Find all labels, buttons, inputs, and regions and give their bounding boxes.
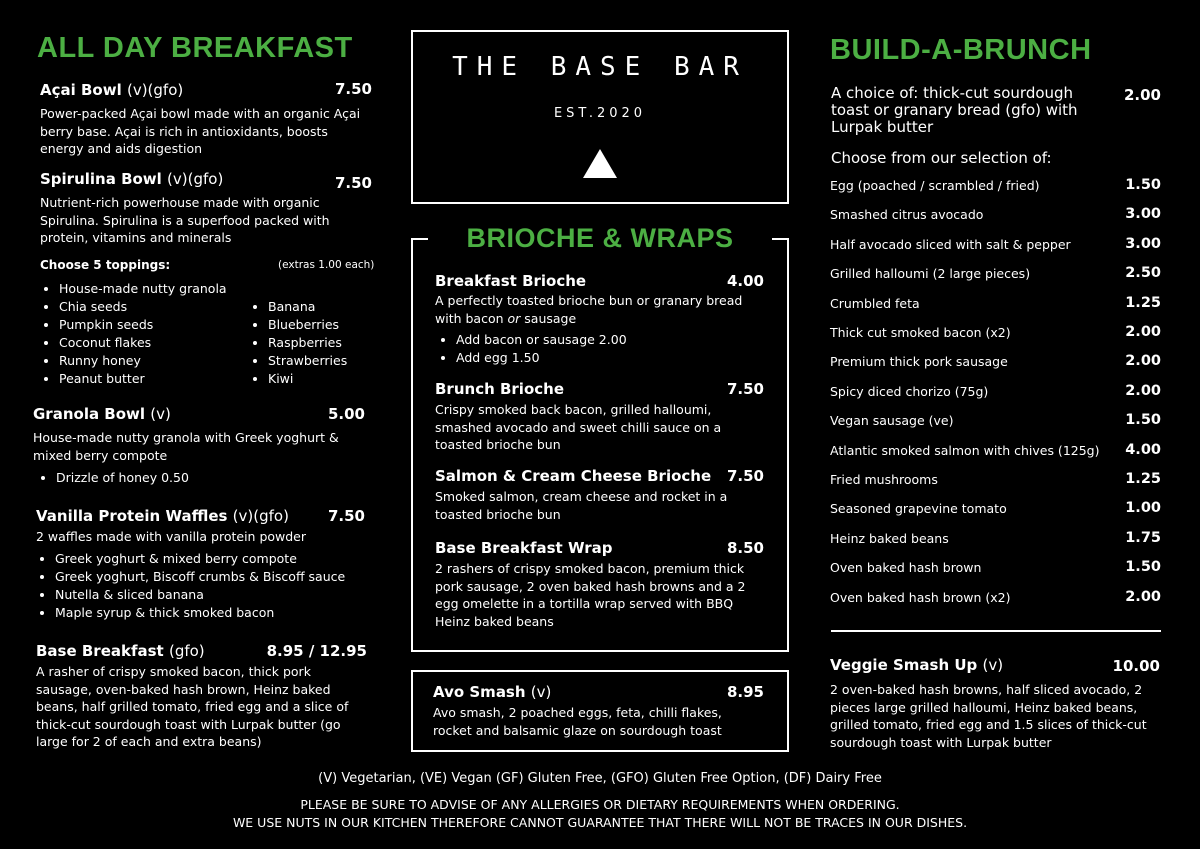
granola-bowl-tag: (v) bbox=[150, 405, 171, 423]
acai-bowl-price: 7.50 bbox=[334, 80, 372, 98]
brunch-option-row bbox=[830, 472, 1161, 492]
brunch-option-price: 2.00 bbox=[1125, 589, 1161, 605]
brunch-option-price: 4.00 bbox=[1125, 442, 1161, 458]
list-item: • Raspberries bbox=[268, 334, 388, 352]
base-breakfast-name bbox=[36, 642, 205, 660]
box-left-border bbox=[411, 238, 413, 650]
brunch-option-row bbox=[830, 384, 1161, 404]
brunch-option-price: 1.50 bbox=[1125, 177, 1161, 193]
brand-est: EST.2020 bbox=[553, 106, 647, 121]
brunch-option-label: Seasoned grapevine tomato bbox=[830, 501, 1007, 516]
brand-box bbox=[411, 30, 789, 204]
list-item: • House-made nutty granola bbox=[59, 280, 279, 298]
list-item: • Coconut flakes bbox=[59, 334, 279, 352]
brioche-wraps-title: BRIOCHE & WRAPS bbox=[466, 223, 734, 253]
brunch-option-price: 1.50 bbox=[1125, 559, 1161, 575]
divider bbox=[831, 630, 1161, 632]
acai-bowl-name bbox=[40, 81, 183, 99]
waffles-options bbox=[38, 550, 390, 622]
list-item: • Add bacon or sausage 2.00 bbox=[456, 331, 766, 349]
brunch-option-label: Fried mushrooms bbox=[830, 472, 938, 487]
brunch-option-label: Spicy diced chorizo (75g) bbox=[830, 384, 989, 399]
veggie-smash-label: Veggie Smash Up bbox=[830, 656, 978, 674]
base-breakfast-tag: (gfo) bbox=[168, 642, 205, 660]
brunch-option-label: Heinz baked beans bbox=[830, 531, 949, 546]
salmon-brioche-name: Salmon & Cream Cheese Brioche bbox=[435, 467, 712, 485]
brunch-option-price: 1.25 bbox=[1125, 471, 1161, 487]
brunch-option-price: 1.00 bbox=[1125, 500, 1161, 516]
allergy-note-1: PLEASE BE SURE TO ADVISE OF ANY ALLERGIES OR DIETARY REQUIREMENTS WHEN ORDERING. bbox=[300, 797, 900, 812]
waffles-price: 7.50 bbox=[327, 507, 365, 525]
brunch-option-label: Crumbled feta bbox=[830, 296, 920, 311]
brunch-choose: Choose from our selection of: bbox=[831, 149, 1052, 167]
brunch-brioche-name: Brunch Brioche bbox=[435, 380, 565, 398]
toppings-list-2 bbox=[251, 298, 388, 388]
brunch-option-row bbox=[830, 237, 1161, 257]
allergy-note-2: WE USE NUTS IN OUR KITCHEN THEREFORE CANNOT GUARANTEE THAT THERE WILL NOT BE TRACES IN OUR DISHES. bbox=[232, 815, 968, 830]
desc-or: or bbox=[507, 310, 521, 326]
box-right-border bbox=[787, 238, 789, 650]
list-item: • Chia seeds bbox=[59, 298, 279, 316]
base-breakfast-price: 8.95 / 12.95 bbox=[266, 642, 367, 660]
brunch-option-row bbox=[830, 531, 1161, 551]
list-item: • Banana bbox=[268, 298, 388, 316]
avo-smash-price: 8.95 bbox=[726, 683, 764, 701]
triangle-logo-icon bbox=[583, 149, 617, 178]
brunch-option-price: 1.25 bbox=[1125, 295, 1161, 311]
salmon-brioche-price: 7.50 bbox=[726, 467, 764, 485]
brunch-option-price: 3.00 bbox=[1125, 236, 1161, 252]
brunch-option-row bbox=[830, 560, 1161, 580]
brunch-option-label: Egg (poached / scrambled / fried) bbox=[830, 178, 1040, 193]
brunch-intro-price: 2.00 bbox=[1123, 86, 1161, 104]
brunch-intro: A choice of: thick-cut sourdough toast or granary bread (gfo) with Lurpak butter bbox=[831, 84, 1078, 136]
brunch-option-row bbox=[830, 501, 1161, 521]
spirulina-bowl-price: 7.50 bbox=[334, 174, 372, 192]
all-day-breakfast-title: ALL DAY BREAKFAST bbox=[37, 32, 353, 64]
brunch-brioche-price: 7.50 bbox=[726, 380, 764, 398]
box-bottom-border bbox=[411, 650, 789, 652]
spirulina-bowl-tag: (v)(gfo) bbox=[167, 170, 224, 188]
desc-part: sausage bbox=[520, 310, 577, 326]
spirulina-bowl-desc: Nutrient-rich powerhouse made with organic Spirulina. Spirulina is a superfood packed with protein, vitamins and minerals bbox=[40, 195, 330, 245]
toppings-list-1 bbox=[42, 280, 279, 388]
granola-extras bbox=[39, 469, 356, 487]
brunch-option-row bbox=[830, 413, 1161, 433]
breakfast-wrap-name: Base Breakfast Wrap bbox=[435, 539, 613, 557]
brunch-option-row bbox=[830, 296, 1161, 316]
acai-bowl-desc: Power-packed Açai bowl made with an organic Açai berry base. Açai is rich in antioxidants, boosts energy and aids digestion bbox=[40, 106, 361, 156]
avo-smash-name bbox=[433, 683, 551, 701]
brunch-option-row bbox=[830, 590, 1161, 610]
granola-bowl-desc: House-made nutty granola with Greek yoghurt & mixed berry compote bbox=[33, 430, 339, 463]
desc-part: A perfectly toasted brioche bun or granary bread with bacon bbox=[435, 293, 743, 326]
brunch-option-label: Smashed citrus avocado bbox=[830, 207, 984, 222]
granola-bowl-price: 5.00 bbox=[327, 405, 365, 423]
list-item: • Nutella & sliced banana bbox=[55, 586, 390, 604]
brunch-option-row bbox=[830, 443, 1161, 463]
avo-smash-tag: (v) bbox=[530, 683, 552, 701]
brand-name: THE BASE BAR bbox=[452, 52, 748, 82]
list-item: • Strawberries bbox=[268, 352, 388, 370]
list-item: • Add egg 1.50 bbox=[456, 349, 766, 367]
list-item: • Kiwi bbox=[268, 370, 388, 388]
granola-bowl-name bbox=[33, 405, 171, 423]
list-item: • Peanut butter bbox=[59, 370, 279, 388]
brunch-option-label: Vegan sausage (ve) bbox=[830, 413, 954, 428]
brunch-option-row bbox=[830, 354, 1161, 374]
brunch-option-label: Oven baked hash brown (x2) bbox=[830, 590, 1011, 605]
build-a-brunch-title: BUILD-A-BRUNCH bbox=[830, 34, 1092, 66]
breakfast-wrap-price: 8.50 bbox=[726, 539, 764, 557]
brunch-option-label: Atlantic smoked salmon with chives (125g) bbox=[830, 443, 1100, 458]
list-item: • Greek yoghurt, Biscoff crumbs & Biscoff sauce bbox=[55, 568, 390, 586]
veggie-smash-tag: (v) bbox=[982, 656, 1004, 674]
brunch-option-label: Oven baked hash brown bbox=[830, 560, 982, 575]
veggie-smash-name bbox=[830, 656, 1003, 674]
breakfast-wrap-desc: 2 rashers of crispy smoked bacon, premium thick pork sausage, 2 oven baked hash browns and a 2 egg omelette in a tortilla wrap served with BBQ Heinz baked beans bbox=[435, 561, 746, 629]
brunch-option-row bbox=[830, 207, 1161, 227]
brunch-option-price: 2.00 bbox=[1125, 353, 1161, 369]
acai-bowl-tag: (v)(gfo) bbox=[126, 81, 184, 99]
list-item: • Drizzle of honey 0.50 bbox=[56, 469, 356, 487]
granola-bowl-label: Granola Bowl bbox=[33, 405, 146, 423]
acai-bowl-label: Açai Bowl bbox=[40, 81, 122, 99]
list-item: • Runny honey bbox=[59, 352, 279, 370]
breakfast-brioche-desc bbox=[435, 292, 755, 327]
list-item: • Pumpkin seeds bbox=[59, 316, 279, 334]
brunch-option-price: 2.00 bbox=[1125, 383, 1161, 399]
breakfast-brioche-extras bbox=[439, 331, 766, 367]
veggie-smash-desc: 2 oven-baked hash browns, half sliced avocado, 2 pieces large grilled halloumi, Heinz baked beans, grilled tomato, fried egg and 1.5 slices of thick-cut sourdough toast with Lurpak butter bbox=[830, 682, 1147, 750]
salmon-brioche-desc: Smoked salmon, cream cheese and rocket in a toasted brioche bun bbox=[435, 489, 728, 522]
diet-key: (V) Vegetarian, (VE) Vegan (GF) Gluten Free, (GFO) Gluten Free Option, (DF) Dairy Free bbox=[318, 771, 882, 786]
base-breakfast-desc: A rasher of crispy smoked bacon, thick pork sausage, oven-baked hash brown, Heinz baked beans, half grilled tomato, fried egg and a slice of thick-cut sourdough toast with Lurpak butter (go large for 2 of each and extra beans) bbox=[36, 664, 349, 749]
veggie-smash-price: 10.00 bbox=[1112, 657, 1160, 675]
list-item: • Blueberries bbox=[268, 316, 388, 334]
waffles-name bbox=[36, 507, 289, 525]
toppings-extras: (extras 1.00 each) bbox=[278, 259, 375, 271]
base-breakfast-label: Base Breakfast bbox=[36, 642, 164, 660]
spirulina-bowl-label: Spirulina Bowl bbox=[40, 170, 162, 188]
brunch-option-label: Grilled halloumi (2 large pieces) bbox=[830, 266, 1031, 281]
avo-smash-label: Avo Smash bbox=[433, 683, 526, 701]
brunch-option-price: 1.50 bbox=[1125, 412, 1161, 428]
brunch-option-price: 2.00 bbox=[1125, 324, 1161, 340]
list-item: • Greek yoghurt & mixed berry compote bbox=[55, 550, 390, 568]
brunch-option-row bbox=[830, 266, 1161, 286]
waffles-tag: (v)(gfo) bbox=[232, 507, 289, 525]
brunch-option-label: Half avocado sliced with salt & pepper bbox=[830, 237, 1071, 252]
toppings-heading: Choose 5 toppings: bbox=[40, 258, 171, 272]
avo-smash-desc: Avo smash, 2 poached eggs, feta, chilli flakes, rocket and balsamic glaze on sourdough toast bbox=[433, 705, 722, 738]
brunch-brioche-desc: Crispy smoked back bacon, grilled halloumi, smashed avocado and sweet chilli sauce on a toasted brioche bun bbox=[435, 402, 722, 452]
list-item: • Maple syrup & thick smoked bacon bbox=[55, 604, 390, 622]
brunch-option-row bbox=[830, 325, 1161, 345]
waffles-desc: 2 waffles made with vanilla protein powder bbox=[36, 529, 307, 544]
breakfast-brioche-name: Breakfast Brioche bbox=[435, 272, 587, 290]
brunch-option-label: Premium thick pork sausage bbox=[830, 354, 1008, 369]
spirulina-bowl-name bbox=[40, 170, 223, 188]
brunch-option-price: 3.00 bbox=[1125, 206, 1161, 222]
brunch-option-row bbox=[830, 178, 1161, 198]
brunch-option-label: Thick cut smoked bacon (x2) bbox=[830, 325, 1011, 340]
brunch-option-price: 1.75 bbox=[1125, 530, 1161, 546]
brunch-option-price: 2.50 bbox=[1125, 265, 1161, 281]
waffles-label: Vanilla Protein Waffles bbox=[36, 507, 228, 525]
breakfast-brioche-price: 4.00 bbox=[726, 272, 764, 290]
